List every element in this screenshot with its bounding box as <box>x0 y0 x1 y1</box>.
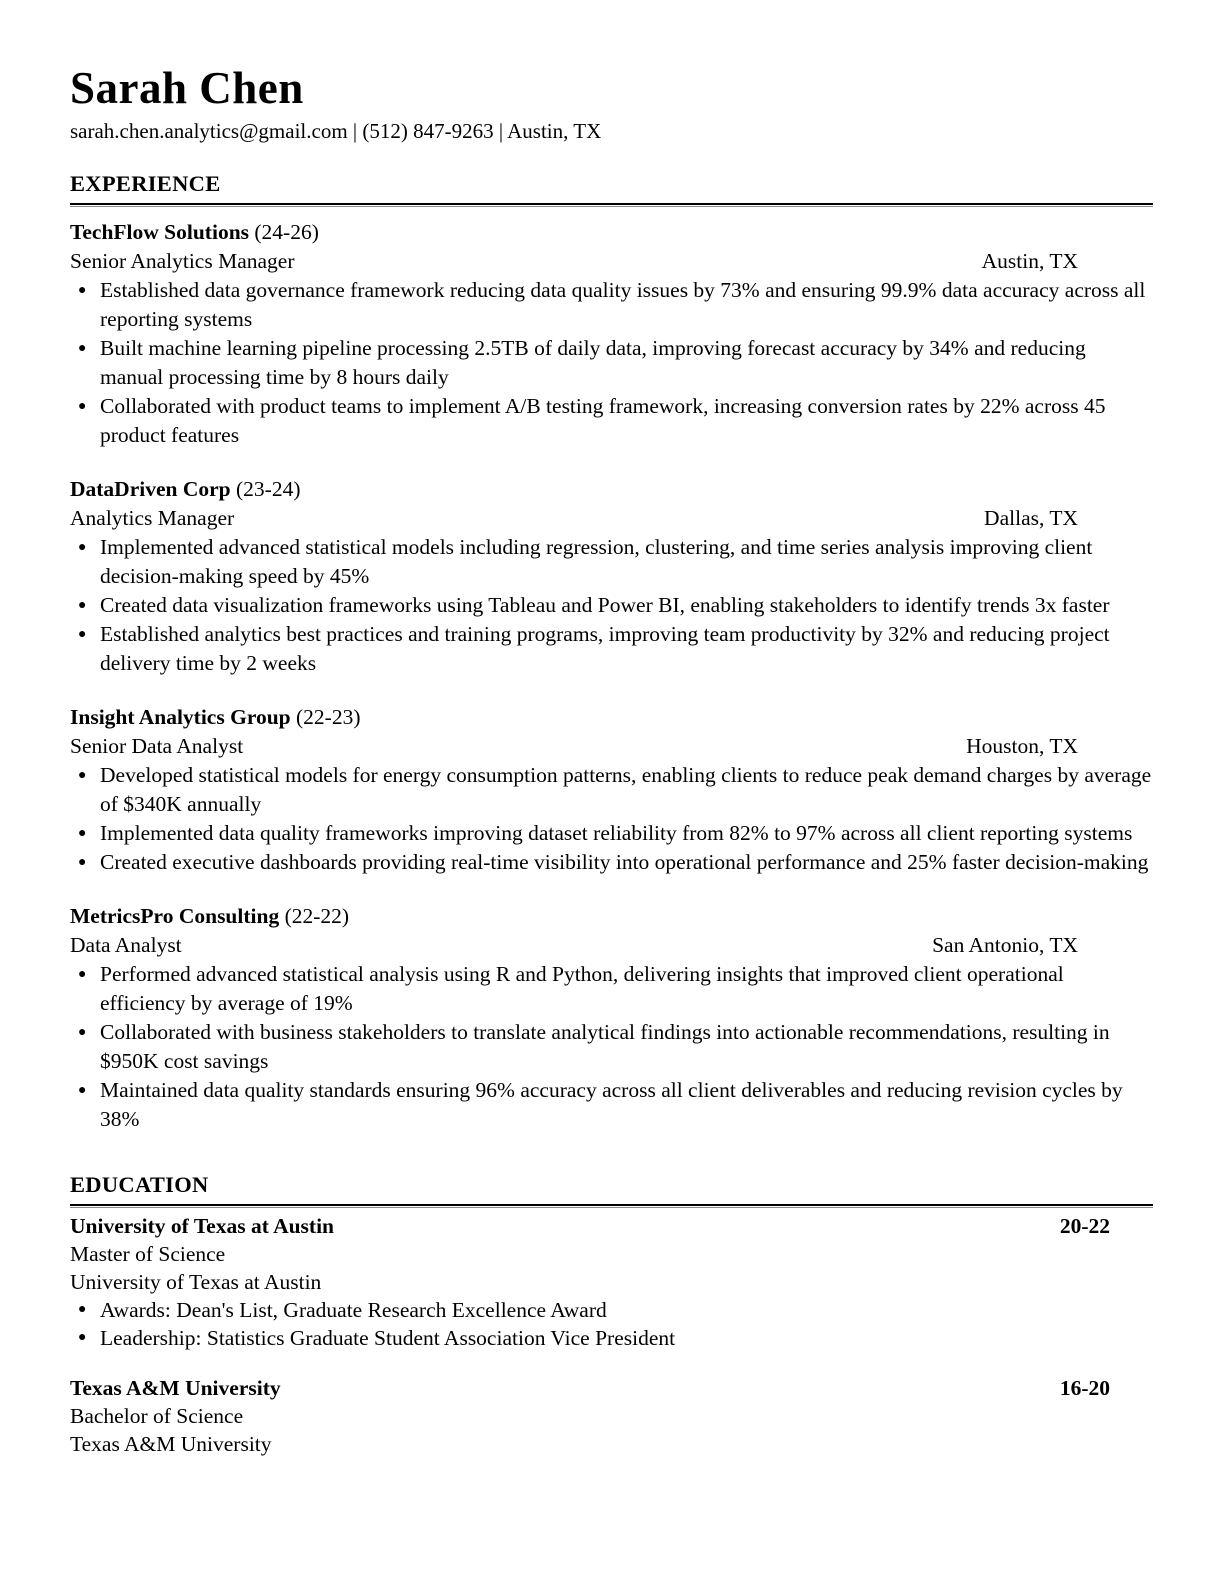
bullet-item: ● Collaborated with product teams to implement A/B testing framework, increasing conversion rates by 22% across 45 product features <box>70 392 1153 450</box>
institution-name: University of Texas at Austin <box>70 1214 335 1238</box>
company-name: TechFlow Solutions <box>70 220 250 244</box>
experience-entry-datadriven <box>70 475 1153 678</box>
education-dates: 16-20 <box>1059 1376 1110 1400</box>
job-title: Senior Data Analyst <box>70 734 244 758</box>
section-title-education: EDUCATION <box>70 1172 1153 1206</box>
experience-entry-techflow <box>70 218 1153 450</box>
company-row <box>70 703 1153 732</box>
role-row <box>70 732 1153 761</box>
experience-entry-metricspro <box>70 902 1153 1134</box>
bullet-item: ● Implemented data quality frameworks improving dataset reliability from 82% to 97% across all client reporting systems <box>70 819 1153 848</box>
company-row <box>70 218 1153 247</box>
bullet-list <box>70 276 1153 450</box>
bullet-item: ● Implemented advanced statistical models including regression, clustering, and time series analysis improving client decision-making speed by 45% <box>70 533 1153 591</box>
role-row <box>70 931 1153 960</box>
job-title: Data Analyst <box>70 933 182 957</box>
bullet-item: ● Developed statistical models for energy consumption patterns, enabling clients to reduce peak demand charges by average of $340K annually <box>70 761 1153 819</box>
company-dates: (23-24) <box>236 477 301 501</box>
resume-header <box>70 62 1153 146</box>
job-location: Austin, TX <box>981 249 1078 273</box>
bullet-item: ● Awards: Dean's List, Graduate Research Excellence Award <box>70 1296 1153 1324</box>
school-name: University of Texas at Austin <box>70 1270 322 1294</box>
experience-entry-insight <box>70 703 1153 877</box>
bullet-list <box>70 761 1153 877</box>
school-name: Texas A&M University <box>70 1432 272 1456</box>
bullet-item: ● Maintained data quality standards ensuring 96% accuracy across all client deliverables and reducing revision cycles by 38% <box>70 1076 1153 1134</box>
person-name: Sarah Chen <box>70 63 304 113</box>
education-dates: 20-22 <box>1059 1214 1110 1238</box>
degree-name: Bachelor of Science <box>70 1404 244 1428</box>
role-row <box>70 247 1153 276</box>
education-header <box>70 1212 1153 1240</box>
bullet-item: ● Built machine learning pipeline processing 2.5TB of daily data, improving forecast accuracy by 34% and reducing manual processing time by 8 hours daily <box>70 334 1153 392</box>
bullet-item: ● Created data visualization frameworks using Tableau and Power BI, enabling stakeholders to identify trends 3x faster <box>70 591 1153 620</box>
education-header <box>70 1374 1153 1402</box>
job-location: Houston, TX <box>966 734 1078 758</box>
contact-line: sarah.chen.analytics@gmail.com | (512) 847-9263 | Austin, TX <box>70 119 602 143</box>
company-row <box>70 475 1153 504</box>
education-entry-ut-austin <box>70 1212 1153 1352</box>
education-entry-texas-am <box>70 1374 1153 1458</box>
bullet-list <box>70 533 1153 678</box>
company-dates: (22-23) <box>296 705 361 729</box>
bullet-item: ● Established data governance framework reducing data quality issues by 73% and ensuring 99.9% data accuracy across all reporting systems <box>70 276 1153 334</box>
company-row <box>70 902 1153 931</box>
job-title: Senior Analytics Manager <box>70 249 295 273</box>
section-title-experience: EXPERIENCE <box>70 171 1153 205</box>
company-name: MetricsPro Consulting <box>70 904 280 928</box>
job-title: Analytics Manager <box>70 506 235 530</box>
bullet-item: ● Leadership: Statistics Graduate Student Association Vice President <box>70 1324 1153 1352</box>
role-row <box>70 504 1153 533</box>
bullet-item: ● Created executive dashboards providing real-time visibility into operational performance and 25% faster decision-making <box>70 848 1153 877</box>
bullet-item: ● Performed advanced statistical analysis using R and Python, delivering insights that improved client operational efficiency by average of 19% <box>70 960 1153 1018</box>
company-name: Insight Analytics Group <box>70 705 291 729</box>
bullet-list <box>70 1296 1153 1352</box>
bullet-item: ● Collaborated with business stakeholders to translate analytical findings into actionable recommendations, resulting in $950K cost savings <box>70 1018 1153 1076</box>
job-location: San Antonio, TX <box>932 933 1078 957</box>
company-dates: (22-22) <box>284 904 350 928</box>
bullet-item: ● Established analytics best practices and training programs, improving team productivity by 32% and reducing project delivery time by 2 weeks <box>70 620 1153 678</box>
company-name: DataDriven Corp <box>70 477 231 501</box>
degree-name: Master of Science <box>70 1242 226 1266</box>
job-location: Dallas, TX <box>984 506 1078 530</box>
institution-name: Texas A&M University <box>70 1376 281 1400</box>
company-dates: (24-26) <box>254 220 319 244</box>
bullet-list <box>70 960 1153 1134</box>
